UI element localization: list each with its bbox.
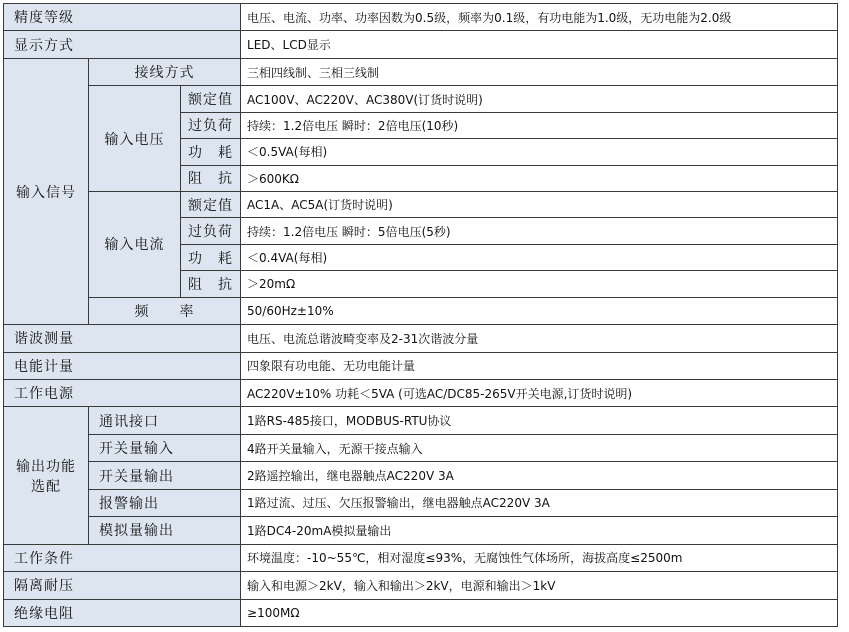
current-rated-value: AC1A、AC5A(订货时说明) (241, 192, 838, 218)
input-voltage-label: 输入电压 (89, 86, 181, 192)
row-frequency (4, 297, 838, 324)
current-overload-value: 持续：1.2倍电压 瞬时：5倍电压(5秒) (241, 218, 838, 244)
harmonic-label: 谐波测量 (4, 325, 241, 352)
voltage-rated-value: AC100V、AC220V、AC380V(订货时说明) (241, 86, 838, 112)
voltage-overload-value: 持续：1.2倍电压 瞬时：2倍电压(10秒) (241, 112, 838, 138)
row-wiring (4, 58, 838, 85)
isolation-value: 输入和电源＞2kV，输入和输出＞2kV，电源和输出＞1kV (241, 572, 838, 599)
energy-label: 电能计量 (4, 352, 241, 379)
accuracy-label: 精度等级 (4, 4, 241, 31)
current-power-label: 功 耗 (181, 244, 241, 270)
row-harmonic (4, 325, 838, 352)
voltage-rated-label: 额定值 (181, 86, 241, 112)
row-accuracy (4, 4, 838, 31)
output-label (4, 407, 89, 544)
voltage-impedance-value: ＞600KΩ (241, 165, 838, 191)
row-power-supply (4, 380, 838, 407)
row-comm (4, 407, 838, 434)
voltage-power-label: 功 耗 (181, 139, 241, 165)
accuracy-value: 电压、电流、功率、功率因数为0.5级，频率为0.1级，有功电能为1.0级，无功电能为2.0级 (241, 4, 838, 31)
di-value: 4路开关量输入，无源干接点输入 (241, 434, 838, 461)
output-label-line1: 输出功能 (16, 458, 76, 475)
row-voltage-rated (4, 86, 838, 112)
wiring-label: 接线方式 (89, 58, 241, 85)
voltage-power-value: ＜0.5VA(每相) (241, 139, 838, 165)
comm-label: 通讯接口 (89, 407, 241, 434)
alarm-label: 报警输出 (89, 489, 241, 516)
display-label: 显示方式 (4, 31, 241, 58)
conditions-label: 工作条件 (4, 544, 241, 571)
conditions-value: 环境温度：-10~55℃，相对湿度≤93%，无腐蚀性气体场所，海拔高度≤2500m (241, 544, 838, 571)
di-label: 开关量输入 (89, 434, 241, 461)
energy-value: 四象限有功电能、无功电能计量 (241, 352, 838, 379)
frequency-value: 50/60Hz±10% (241, 297, 838, 324)
analog-label: 模拟量输出 (89, 517, 241, 544)
do-label: 开关量输出 (89, 462, 241, 489)
current-rated-label: 额定值 (181, 192, 241, 218)
current-power-value: ＜0.4VA(每相) (241, 244, 838, 270)
row-conditions (4, 544, 838, 571)
row-insulation (4, 599, 838, 627)
current-impedance-value: ＞20mΩ (241, 271, 838, 297)
analog-value: 1路DC4-20mA模拟量输出 (241, 517, 838, 544)
voltage-overload-label: 过负荷 (181, 112, 241, 138)
display-value: LED、LCD显示 (241, 31, 838, 58)
insulation-label: 绝缘电阻 (4, 599, 241, 627)
row-analog (4, 517, 838, 544)
wiring-value: 三相四线制、三相三线制 (241, 58, 838, 85)
input-current-label: 输入电流 (89, 192, 181, 298)
harmonic-value: 电压、电流总谐波畸变率及2-31次谐波分量 (241, 325, 838, 352)
row-alarm (4, 489, 838, 516)
insulation-value: ≥100MΩ (241, 599, 838, 627)
frequency-label: 频 率 (89, 297, 241, 324)
spec-table (3, 3, 838, 627)
row-do (4, 462, 838, 489)
power-supply-label: 工作电源 (4, 380, 241, 407)
do-value: 2路遥控输出，继电器触点AC220V 3A (241, 462, 838, 489)
comm-value: 1路RS-485接口，MODBUS-RTU协议 (241, 407, 838, 434)
current-impedance-label: 阻 抗 (181, 271, 241, 297)
isolation-label: 隔离耐压 (4, 572, 241, 599)
alarm-value: 1路过流、过压、欠压报警输出，继电器触点AC220V 3A (241, 489, 838, 516)
voltage-impedance-label: 阻 抗 (181, 165, 241, 191)
row-display (4, 31, 838, 58)
row-isolation (4, 572, 838, 599)
output-label-line2: 选配 (31, 478, 61, 495)
input-signal-label: 输入信号 (4, 58, 89, 324)
row-energy (4, 352, 838, 379)
row-di (4, 434, 838, 461)
current-overload-label: 过负荷 (181, 218, 241, 244)
power-supply-value: AC220V±10% 功耗＜5VA (可选AC/DC85-265V开关电源,订货时说明) (241, 380, 838, 407)
row-current-rated (4, 192, 838, 218)
